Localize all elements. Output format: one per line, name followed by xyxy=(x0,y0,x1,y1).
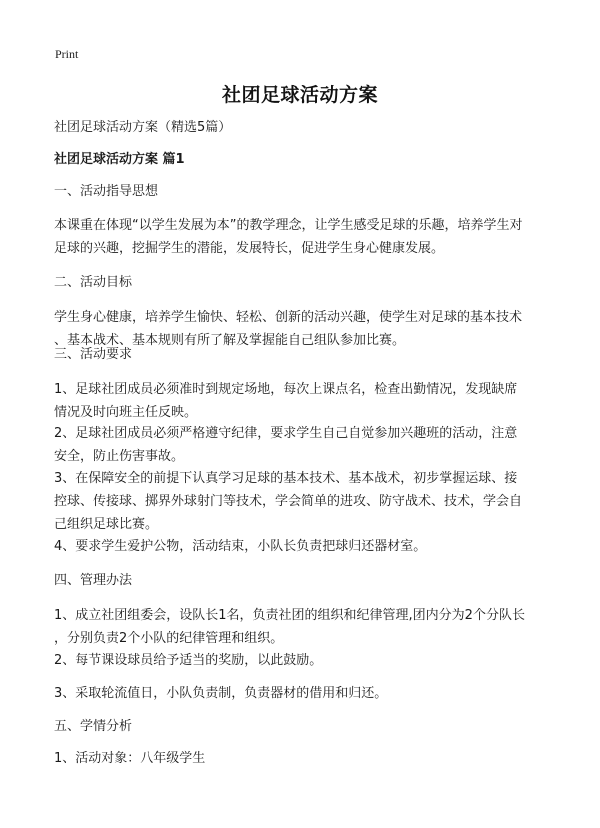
text-line: 己组织足球比赛。 xyxy=(54,517,159,532)
text-line: 控球、传接球、掷界外球射门等技术，学会简单的进攻、防守战术、技术，学会自 xyxy=(54,494,523,509)
text-line: 2、每节课设球员给予适当的奖励，以此鼓励。 xyxy=(54,653,323,668)
text-line: 足球的兴趣，挖掘学生的潜能，发展特长，促进学生身心健康发展。 xyxy=(54,241,445,256)
text-line: 3、采取轮流值日，小队负责制，负责器材的借用和归还。 xyxy=(54,686,388,701)
text-line: 安全，防止伤害事故。 xyxy=(54,449,185,464)
text-line: 4、要求学生爱护公物，活动结束，小队长负责把球归还器材室。 xyxy=(54,539,427,554)
document-subtitle: 社团足球活动方案（精选5篇） xyxy=(54,120,232,135)
heading-learning-analysis xyxy=(54,715,132,738)
heading-activity-requirements xyxy=(54,343,132,366)
print-link[interactable]: Print xyxy=(55,47,79,61)
paragraph-management-3 xyxy=(54,682,387,705)
section-heading: 社团足球活动方案 篇1 xyxy=(54,152,185,167)
paragraph-management-1 xyxy=(54,604,525,650)
text-line: 四、管理办法 xyxy=(54,573,133,588)
paragraph-requirement-1 xyxy=(54,378,517,424)
heading-guiding-ideology xyxy=(54,180,158,203)
paragraph-requirement-4 xyxy=(54,535,426,558)
text-line: ，分别负责2个小队的纪律管理和组织。 xyxy=(54,631,284,646)
heading-activity-goals xyxy=(54,271,132,294)
text-line: 本课重在体现“以学生发展为本”的教学理念，让学生感受足球的乐趣，培养学生对 xyxy=(54,218,523,233)
text-line: 学生身心健康，培养学生愉快、轻松、创新的活动兴趣，使学生对足球的基本技术 xyxy=(54,310,523,325)
text-line: 2、足球社团成员必须严格遵守纪律，要求学生自己自觉参加兴趣班的活动，注意 xyxy=(54,426,518,441)
text-line: 二、活动目标 xyxy=(54,275,133,290)
paragraph-learning-analysis-1 xyxy=(54,747,205,770)
heading-management-methods xyxy=(54,569,132,592)
text-line: 1、活动对象：八年级学生 xyxy=(54,751,206,766)
text-line: 一、活动指导思想 xyxy=(54,184,159,199)
paragraph-requirement-2 xyxy=(54,422,517,468)
text-line: 三、活动要求 xyxy=(54,347,133,362)
paragraph-guiding-ideology xyxy=(54,214,522,260)
text-line: 1、成立社团组委会，设队长1名，负责社团的组织和纪律管理,团内分为2个分队长 xyxy=(54,608,525,623)
text-line: 情况及时向班主任反映。 xyxy=(54,405,198,420)
paragraph-requirement-3 xyxy=(54,467,522,536)
text-line: 3、在保障安全的前提下认真学习足球的基本技术、基本战术，初步掌握运球、接 xyxy=(54,471,518,486)
page-title: 社团足球活动方案 xyxy=(221,84,378,106)
text-line: 五、学情分析 xyxy=(54,719,133,734)
text-line: 1、足球社团成员必须准时到规定场地，每次上课点名，检查出勤情况，发现缺席 xyxy=(54,382,518,397)
text-line: 、基本战术、基本规则有所了解及掌握能自己组队参加比赛。 xyxy=(54,333,406,348)
paragraph-management-2 xyxy=(54,649,322,672)
